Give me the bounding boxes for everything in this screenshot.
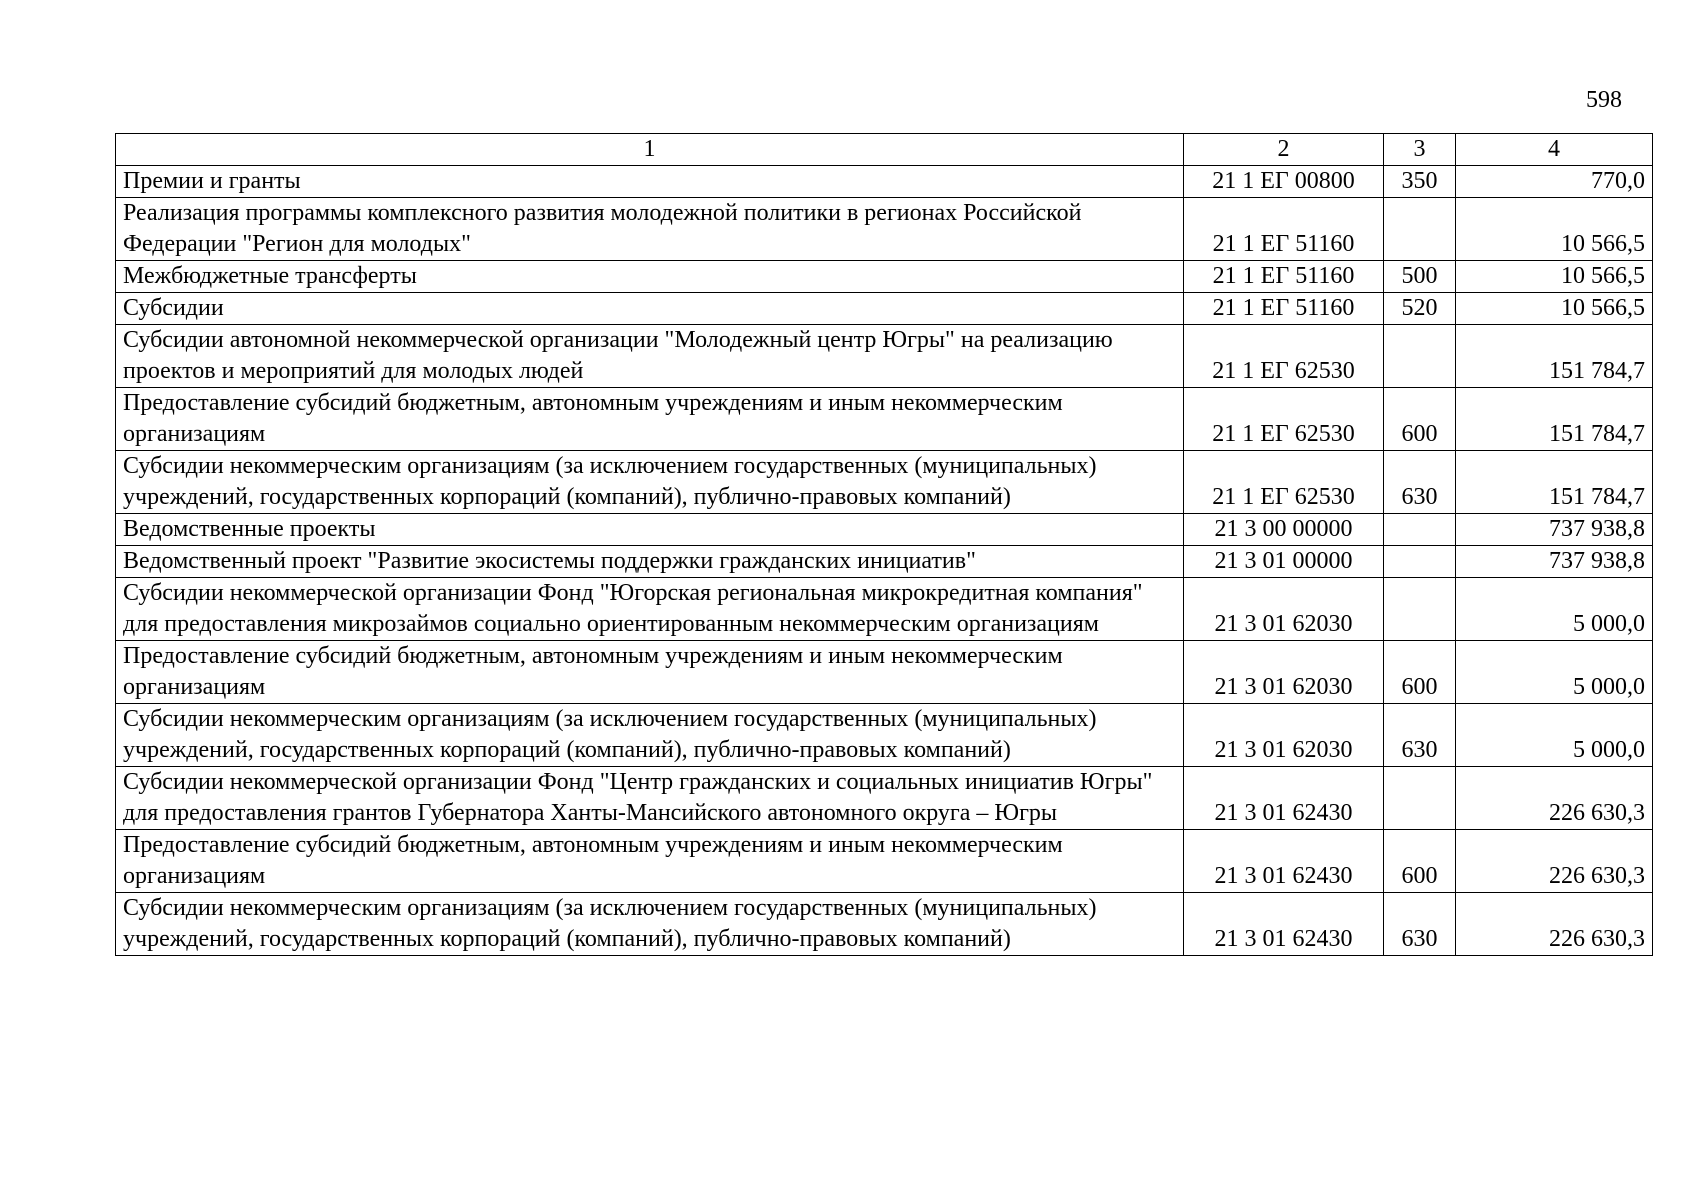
table-row bbox=[116, 325, 1653, 388]
row-amount-cell: 226 630,3 bbox=[1456, 767, 1653, 830]
row-type-cell bbox=[1384, 767, 1456, 830]
column-header-code: 2 bbox=[1184, 134, 1384, 166]
row-code-cell: 21 1 ЕГ 51160 bbox=[1184, 293, 1384, 325]
table-row bbox=[116, 641, 1653, 704]
row-name-cell: Субсидии некоммерческим организациям (за исключением государственных (муниципальных) учреждений, государственных корпораций (компаний), публично-правовых компаний) bbox=[116, 451, 1184, 514]
row-type-cell: 630 bbox=[1384, 451, 1456, 514]
row-amount-cell: 226 630,3 bbox=[1456, 830, 1653, 893]
table-row bbox=[116, 388, 1653, 451]
row-code-cell: 21 1 ЕГ 51160 bbox=[1184, 198, 1384, 261]
column-header-type: 3 bbox=[1384, 134, 1456, 166]
row-code-cell: 21 1 ЕГ 62530 bbox=[1184, 388, 1384, 451]
row-amount-cell: 226 630,3 bbox=[1456, 893, 1653, 956]
row-name-cell: Субсидии некоммерческой организации Фонд "Центр гражданских и социальных инициатив Югры" для предоставления грантов Губернатора Ханты-Мансийского автономного округа – Югры bbox=[116, 767, 1184, 830]
row-type-cell: 600 bbox=[1384, 641, 1456, 704]
row-code-cell: 21 1 ЕГ 62530 bbox=[1184, 325, 1384, 388]
row-type-cell: 600 bbox=[1384, 388, 1456, 451]
page-number: 598 bbox=[1586, 87, 1622, 113]
table-row bbox=[116, 830, 1653, 893]
row-code-cell: 21 3 01 62030 bbox=[1184, 578, 1384, 641]
row-amount-cell: 737 938,8 bbox=[1456, 514, 1653, 546]
budget-table bbox=[115, 133, 1653, 956]
row-type-cell: 500 bbox=[1384, 261, 1456, 293]
row-code-cell: 21 3 01 00000 bbox=[1184, 546, 1384, 578]
row-amount-cell: 10 566,5 bbox=[1456, 198, 1653, 261]
row-name-cell: Субсидии некоммерческим организациям (за исключением государственных (муниципальных) учреждений, государственных корпораций (компаний), публично-правовых компаний) bbox=[116, 893, 1184, 956]
row-type-cell: 520 bbox=[1384, 293, 1456, 325]
row-name-cell: Премии и гранты bbox=[116, 166, 1184, 198]
row-type-cell: 630 bbox=[1384, 893, 1456, 956]
row-code-cell: 21 3 01 62030 bbox=[1184, 704, 1384, 767]
row-amount-cell: 770,0 bbox=[1456, 166, 1653, 198]
table-row bbox=[116, 166, 1653, 198]
table-header-row bbox=[116, 134, 1653, 166]
table-row bbox=[116, 293, 1653, 325]
row-amount-cell: 737 938,8 bbox=[1456, 546, 1653, 578]
row-name-cell: Ведомственный проект "Развитие экосистемы поддержки гражданских инициатив" bbox=[116, 546, 1184, 578]
table-row bbox=[116, 578, 1653, 641]
row-code-cell: 21 3 01 62430 bbox=[1184, 830, 1384, 893]
table-row bbox=[116, 261, 1653, 293]
row-code-cell: 21 3 01 62430 bbox=[1184, 893, 1384, 956]
row-code-cell: 21 3 01 62030 bbox=[1184, 641, 1384, 704]
row-name-cell: Предоставление субсидий бюджетным, автономным учреждениям и иным некоммерческим организациям bbox=[116, 641, 1184, 704]
row-amount-cell: 10 566,5 bbox=[1456, 293, 1653, 325]
row-type-cell: 350 bbox=[1384, 166, 1456, 198]
row-type-cell bbox=[1384, 325, 1456, 388]
table-row bbox=[116, 451, 1653, 514]
row-amount-cell: 10 566,5 bbox=[1456, 261, 1653, 293]
table-row bbox=[116, 546, 1653, 578]
column-header-name: 1 bbox=[116, 134, 1184, 166]
row-amount-cell: 151 784,7 bbox=[1456, 388, 1653, 451]
row-name-cell: Межбюджетные трансферты bbox=[116, 261, 1184, 293]
row-amount-cell: 5 000,0 bbox=[1456, 578, 1653, 641]
row-type-cell bbox=[1384, 546, 1456, 578]
row-name-cell: Субсидии автономной некоммерческой организации "Молодежный центр Югры" на реализацию проектов и мероприятий для молодых людей bbox=[116, 325, 1184, 388]
row-name-cell: Реализация программы комплексного развития молодежной политики в регионах Российской Федерации "Регион для молодых" bbox=[116, 198, 1184, 261]
row-type-cell bbox=[1384, 578, 1456, 641]
table-body bbox=[116, 166, 1653, 956]
row-type-cell bbox=[1384, 514, 1456, 546]
row-type-cell: 600 bbox=[1384, 830, 1456, 893]
table-row bbox=[116, 198, 1653, 261]
row-code-cell: 21 1 ЕГ 51160 bbox=[1184, 261, 1384, 293]
row-name-cell: Предоставление субсидий бюджетным, автономным учреждениям и иным некоммерческим организациям bbox=[116, 830, 1184, 893]
column-header-amount: 4 bbox=[1456, 134, 1653, 166]
row-name-cell: Субсидии bbox=[116, 293, 1184, 325]
row-code-cell: 21 1 ЕГ 00800 bbox=[1184, 166, 1384, 198]
table-row bbox=[116, 893, 1653, 956]
table-row bbox=[116, 704, 1653, 767]
row-type-cell: 630 bbox=[1384, 704, 1456, 767]
row-code-cell: 21 3 00 00000 bbox=[1184, 514, 1384, 546]
row-name-cell: Ведомственные проекты bbox=[116, 514, 1184, 546]
row-code-cell: 21 1 ЕГ 62530 bbox=[1184, 451, 1384, 514]
row-name-cell: Субсидии некоммерческим организациям (за исключением государственных (муниципальных) учреждений, государственных корпораций (компаний), публично-правовых компаний) bbox=[116, 704, 1184, 767]
row-amount-cell: 5 000,0 bbox=[1456, 704, 1653, 767]
row-amount-cell: 151 784,7 bbox=[1456, 451, 1653, 514]
row-code-cell: 21 3 01 62430 bbox=[1184, 767, 1384, 830]
row-name-cell: Предоставление субсидий бюджетным, автономным учреждениям и иным некоммерческим организациям bbox=[116, 388, 1184, 451]
row-type-cell bbox=[1384, 198, 1456, 261]
row-amount-cell: 5 000,0 bbox=[1456, 641, 1653, 704]
table-row bbox=[116, 514, 1653, 546]
row-amount-cell: 151 784,7 bbox=[1456, 325, 1653, 388]
table-row bbox=[116, 767, 1653, 830]
row-name-cell: Субсидии некоммерческой организации Фонд "Югорская региональная микрокредитная компания" для предоставления микрозаймов социально ориентированным некоммерческим организациям bbox=[116, 578, 1184, 641]
